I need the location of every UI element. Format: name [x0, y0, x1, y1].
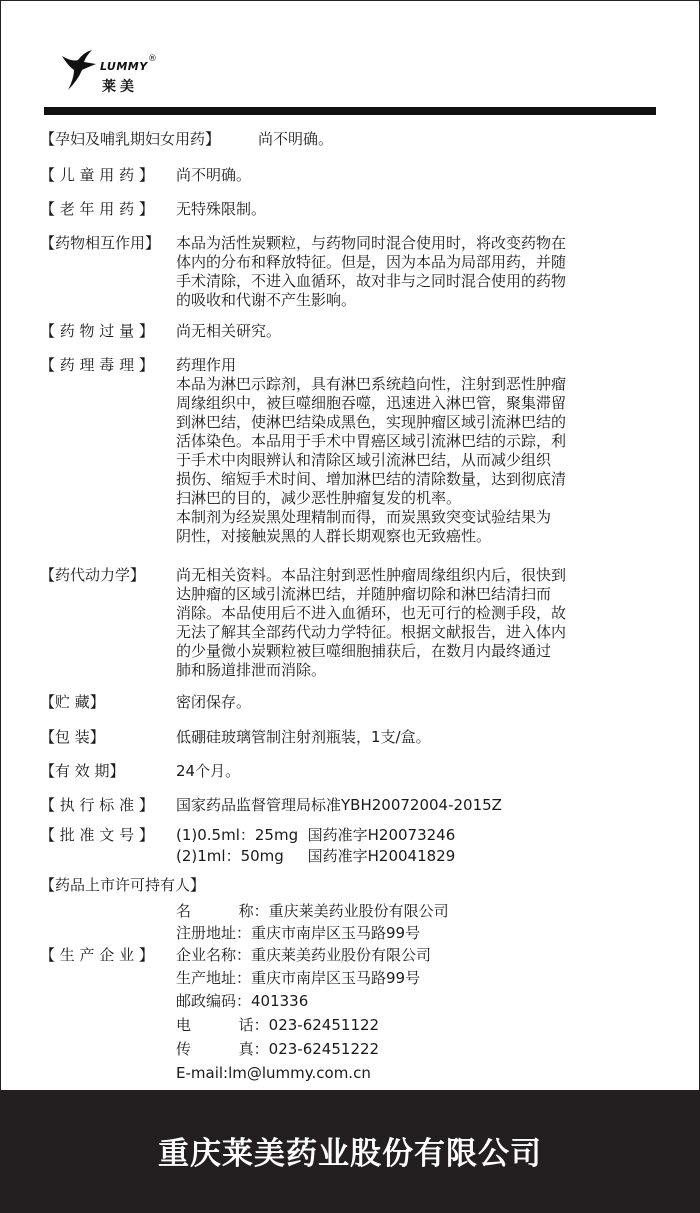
section-text: 无特殊限制。 — [176, 200, 267, 218]
section-label: 【药代动力学】 — [40, 566, 146, 584]
section-label: 【 药 理 毒 理 】 — [40, 356, 154, 374]
text-line: (1)0.5ml：25mg 国药准字H20073246 — [176, 826, 456, 844]
section-label: 【 执 行 标 准 】 — [40, 796, 154, 814]
section-label: 【 老 年 用 药 】 — [40, 200, 154, 218]
subsection-heading: 药理作用 — [176, 356, 237, 374]
text-line: 企业名称：重庆莱美药业股份有限公司 — [176, 946, 432, 964]
text-line: 本制剂为经炭黑处理精制而得，而炭黑致突变试验结果为 — [176, 508, 552, 526]
text-line: (2)1ml：50mg 国药准字H20041829 — [176, 847, 456, 865]
text-line: 的少量微小炭颗粒被巨噬细胞捕获后，在数月内最终通过 — [176, 642, 552, 660]
text-line: E-mail:lm@lummy.com.cn — [176, 1064, 371, 1082]
section-text: 尚不明确。 — [258, 130, 334, 148]
company-logo — [58, 46, 168, 98]
text-line: 消除。本品使用后不进入血循环，也无可行的检测手段，故 — [176, 604, 567, 622]
text-line: 到淋巴结，使淋巴结染成黑色，实现肿瘤区域引流淋巴结的 — [176, 413, 567, 431]
text-line: 活体染色。本品用于手术中胃癌区域引流淋巴结的示踪，利 — [176, 432, 567, 450]
text-line: 邮政编码：401336 — [176, 992, 309, 1010]
logo-brand-text: LUMMY — [100, 60, 148, 73]
section-label: 【药品上市许可持有人】 — [40, 876, 206, 894]
section-label: 【 批 准 文 号 】 — [40, 826, 154, 844]
text-line: 体内的分布和释放特征。但是，因为本品为局部用药，并随 — [176, 253, 567, 271]
text-line: 周缘组织中，被巨噬细胞吞噬，迅速进入淋巴管，聚集滞留 — [176, 394, 567, 412]
star-figure-icon — [58, 46, 102, 98]
text-line: 本品为活性炭颗粒，与药物同时混合使用时，将改变药物在 — [176, 234, 567, 252]
section-label: 【 药 物 过 量 】 — [40, 322, 154, 340]
text-line: 无法了解其全部药代动力学特征。根据文献报告，进入体内 — [176, 623, 567, 641]
section-text: 密闭保存。 — [176, 693, 252, 711]
header-divider — [44, 107, 656, 115]
text-line: 传 真：023-62451222 — [176, 1040, 380, 1058]
section-label: 【 儿 童 用 药 】 — [40, 166, 154, 184]
section-label: 【有 效 期】 — [40, 762, 125, 780]
text-line: 本品为淋巴示踪剂，具有淋巴系统趋向性，注射到恶性肿瘤 — [176, 375, 567, 393]
footer-band — [0, 1090, 700, 1213]
section-label: 【孕妇及哺乳期妇女用药】 — [40, 130, 221, 148]
text-line: 电 话：023-62451122 — [176, 1016, 380, 1034]
registered-mark: ® — [148, 54, 157, 64]
text-line: 于手术中肉眼辨认和清除区域引流淋巴结，从而减少组织 — [176, 451, 552, 469]
text-line: 注册地址：重庆市南岸区玉马路99号 — [176, 924, 421, 942]
footer-company-name: 重庆莱美药业股份有限公司 — [158, 1136, 542, 1172]
text-line: 手术清除，不进入血循环，故对非与之同时混合使用的药物 — [176, 272, 567, 290]
section-label: 【包 装】 — [40, 728, 105, 746]
text-line: 达肿瘤的区域引流淋巴结，并随肿瘤切除和淋巴结清扫而 — [176, 585, 552, 603]
text-line: 名 称：重庆莱美药业股份有限公司 — [176, 902, 449, 920]
text-line: 损伤、缩短手术时间、增加淋巴结的清除数量，达到彻底清 — [176, 470, 567, 488]
section-text: 国家药品监督管理局标准YBH20072004-2015Z — [176, 796, 502, 814]
text-line: 扫淋巴的目的，减少恶性肿瘤复发的机率。 — [176, 489, 462, 507]
section-label: 【 生 产 企 业 】 — [40, 946, 154, 964]
text-line: 肺和肠道排泄而消除。 — [176, 661, 327, 679]
section-text: 24个月。 — [176, 762, 241, 780]
section-text: 尚不明确。 — [176, 166, 252, 184]
text-line: 阴性，对接触炭黑的人群长期观察也无致癌性。 — [176, 527, 492, 545]
section-text: 尚无相关研究。 — [176, 322, 282, 340]
text-line: 尚无相关资料。本品注射到恶性肿瘤周缘组织内后，很快到 — [176, 566, 567, 584]
logo-chinese-text: 莱美 — [102, 79, 138, 95]
section-label: 【贮 藏】 — [40, 693, 105, 711]
text-line: 的吸收和代谢不产生影响。 — [176, 291, 357, 309]
section-text: 低硼硅玻璃管制注射剂瓶装，1支/盒。 — [176, 728, 431, 746]
text-line: 生产地址：重庆市南岸区玉马路99号 — [176, 969, 421, 987]
section-label: 【药物相互作用】 — [40, 234, 161, 252]
